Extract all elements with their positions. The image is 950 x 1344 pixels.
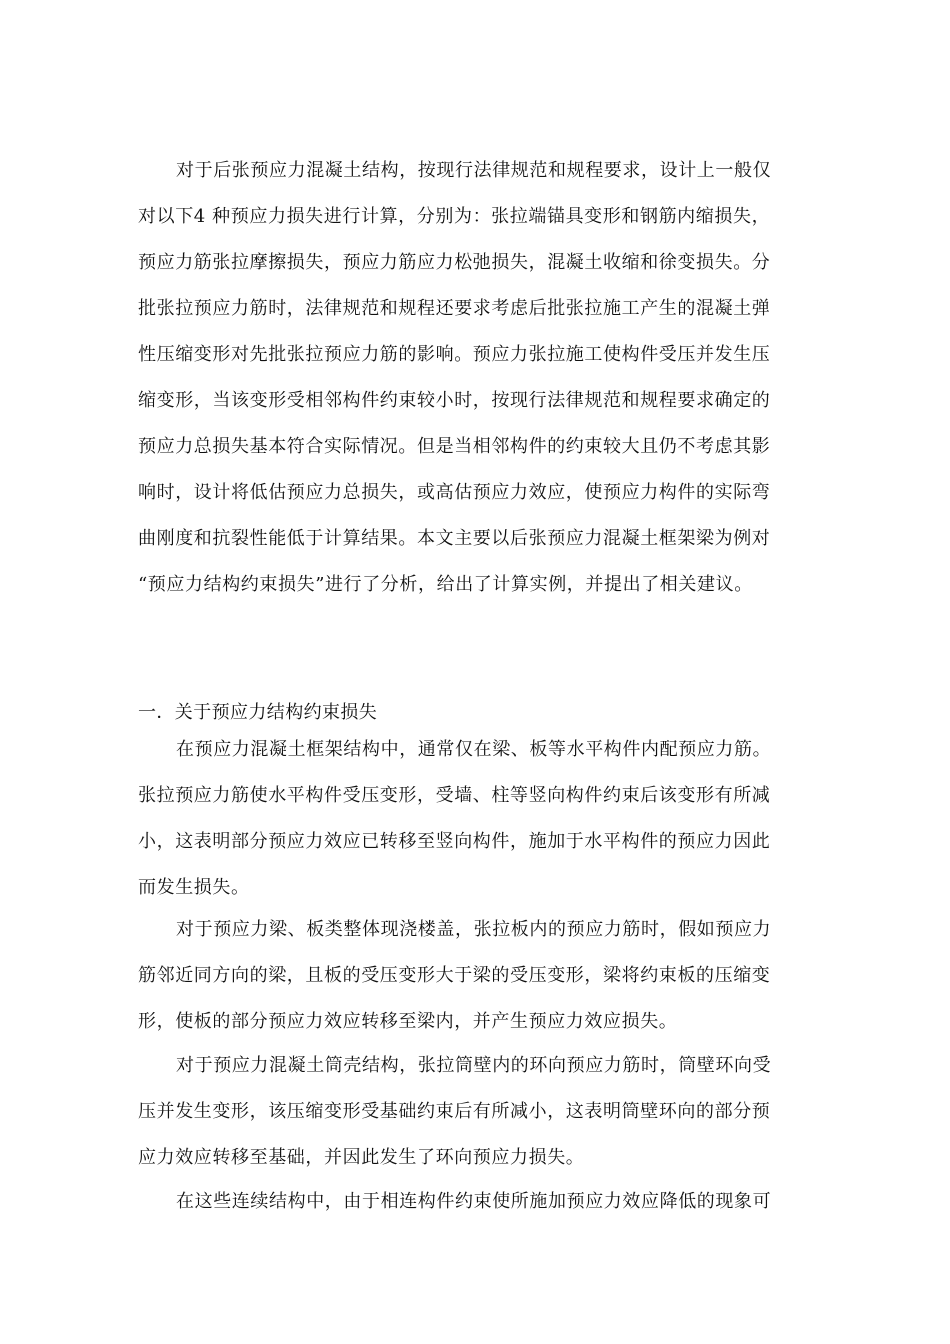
text-line: 性压缩变形对先批张拉预应力筋的影响。预应力张拉施工使构件受压并发生压 — [138, 344, 771, 365]
section1-paragraph-4 — [138, 1179, 818, 1225]
text-line: 曲刚度和抗裂性能低于计算结果。本文主要以后张预应力混凝土框架梁为例对 — [138, 528, 771, 549]
text-line: 对于预应力梁、板类整体现浇楼盖，张拉板内的预应力筋时，假如预应力 — [176, 919, 772, 940]
text-line: 缩变形，当该变形受相邻构件约束较小时，按现行法律规范和规程要求确定的 — [138, 390, 771, 411]
text-line: 对于预应力混凝土筒壳结构，张拉筒壁内的环向预应力筋时，筒壁环向受 — [176, 1055, 772, 1076]
section1-paragraph-2 — [138, 907, 818, 1045]
text-line: 预应力总损失基本符合实际情况。但是当相邻构件的约束较大且仍不考虑其影 — [138, 436, 771, 457]
text-line: “预应力结构约束损失”进行了分析，给出了计算实例，并提出了相关建议。 — [138, 574, 753, 595]
intro-paragraph — [138, 148, 818, 608]
text-line: 响时，设计将低估预应力总损失，或高估预应力效应，使预应力构件的实际弯 — [138, 482, 771, 503]
text-line: 应力效应转移至基础，并因此发生了环向预应力损失。 — [138, 1147, 585, 1168]
text-line: 张拉预应力筋使水平构件受压变形，受墙、柱等竖向构件约束后该变形有所减 — [138, 785, 771, 806]
text-line: 筋邻近同方向的梁，且板的受压变形大于梁的受压变形，梁将约束板的压缩变 — [138, 965, 771, 986]
text-line: 在这些连续结构中，由于相连构件约束使所施加预应力效应降低的现象可 — [176, 1191, 772, 1212]
text-line: 对以下4 种预应力损失进行计算，分别为：张拉端锚具变形和钢筋内缩损失， — [138, 206, 771, 227]
section1-paragraph-3 — [138, 1043, 818, 1181]
text-line: 对于后张预应力混凝土结构，按现行法律规范和规程要求，设计上一般仅 — [176, 160, 772, 181]
text-line: 形，使板的部分预应力效应转移至梁内，并产生预应力效应损失。 — [138, 1011, 678, 1032]
section-heading: 一．关于预应力结构约束损失 — [138, 702, 378, 723]
text-line: 预应力筋张拉摩擦损失，预应力筋应力松弛损失，混凝土收缩和徐变损失。分 — [138, 252, 771, 273]
text-line: 批张拉预应力筋时，法律规范和规程还要求考虑后批张拉施工产生的混凝土弹 — [138, 298, 771, 319]
text-line: 小，这表明部分预应力效应已转移至竖向构件，施加于水平构件的预应力因此 — [138, 831, 771, 852]
text-line: 压并发生变形，该压缩变形受基础约束后有所减小，这表明筒壁环向的部分预 — [138, 1101, 771, 1122]
text-line: 而发生损失。 — [138, 877, 250, 898]
section1-paragraph-1 — [138, 727, 818, 911]
text-line: 在预应力混凝土框架结构中，通常仅在梁、板等水平构件内配预应力筋。 — [176, 739, 772, 760]
